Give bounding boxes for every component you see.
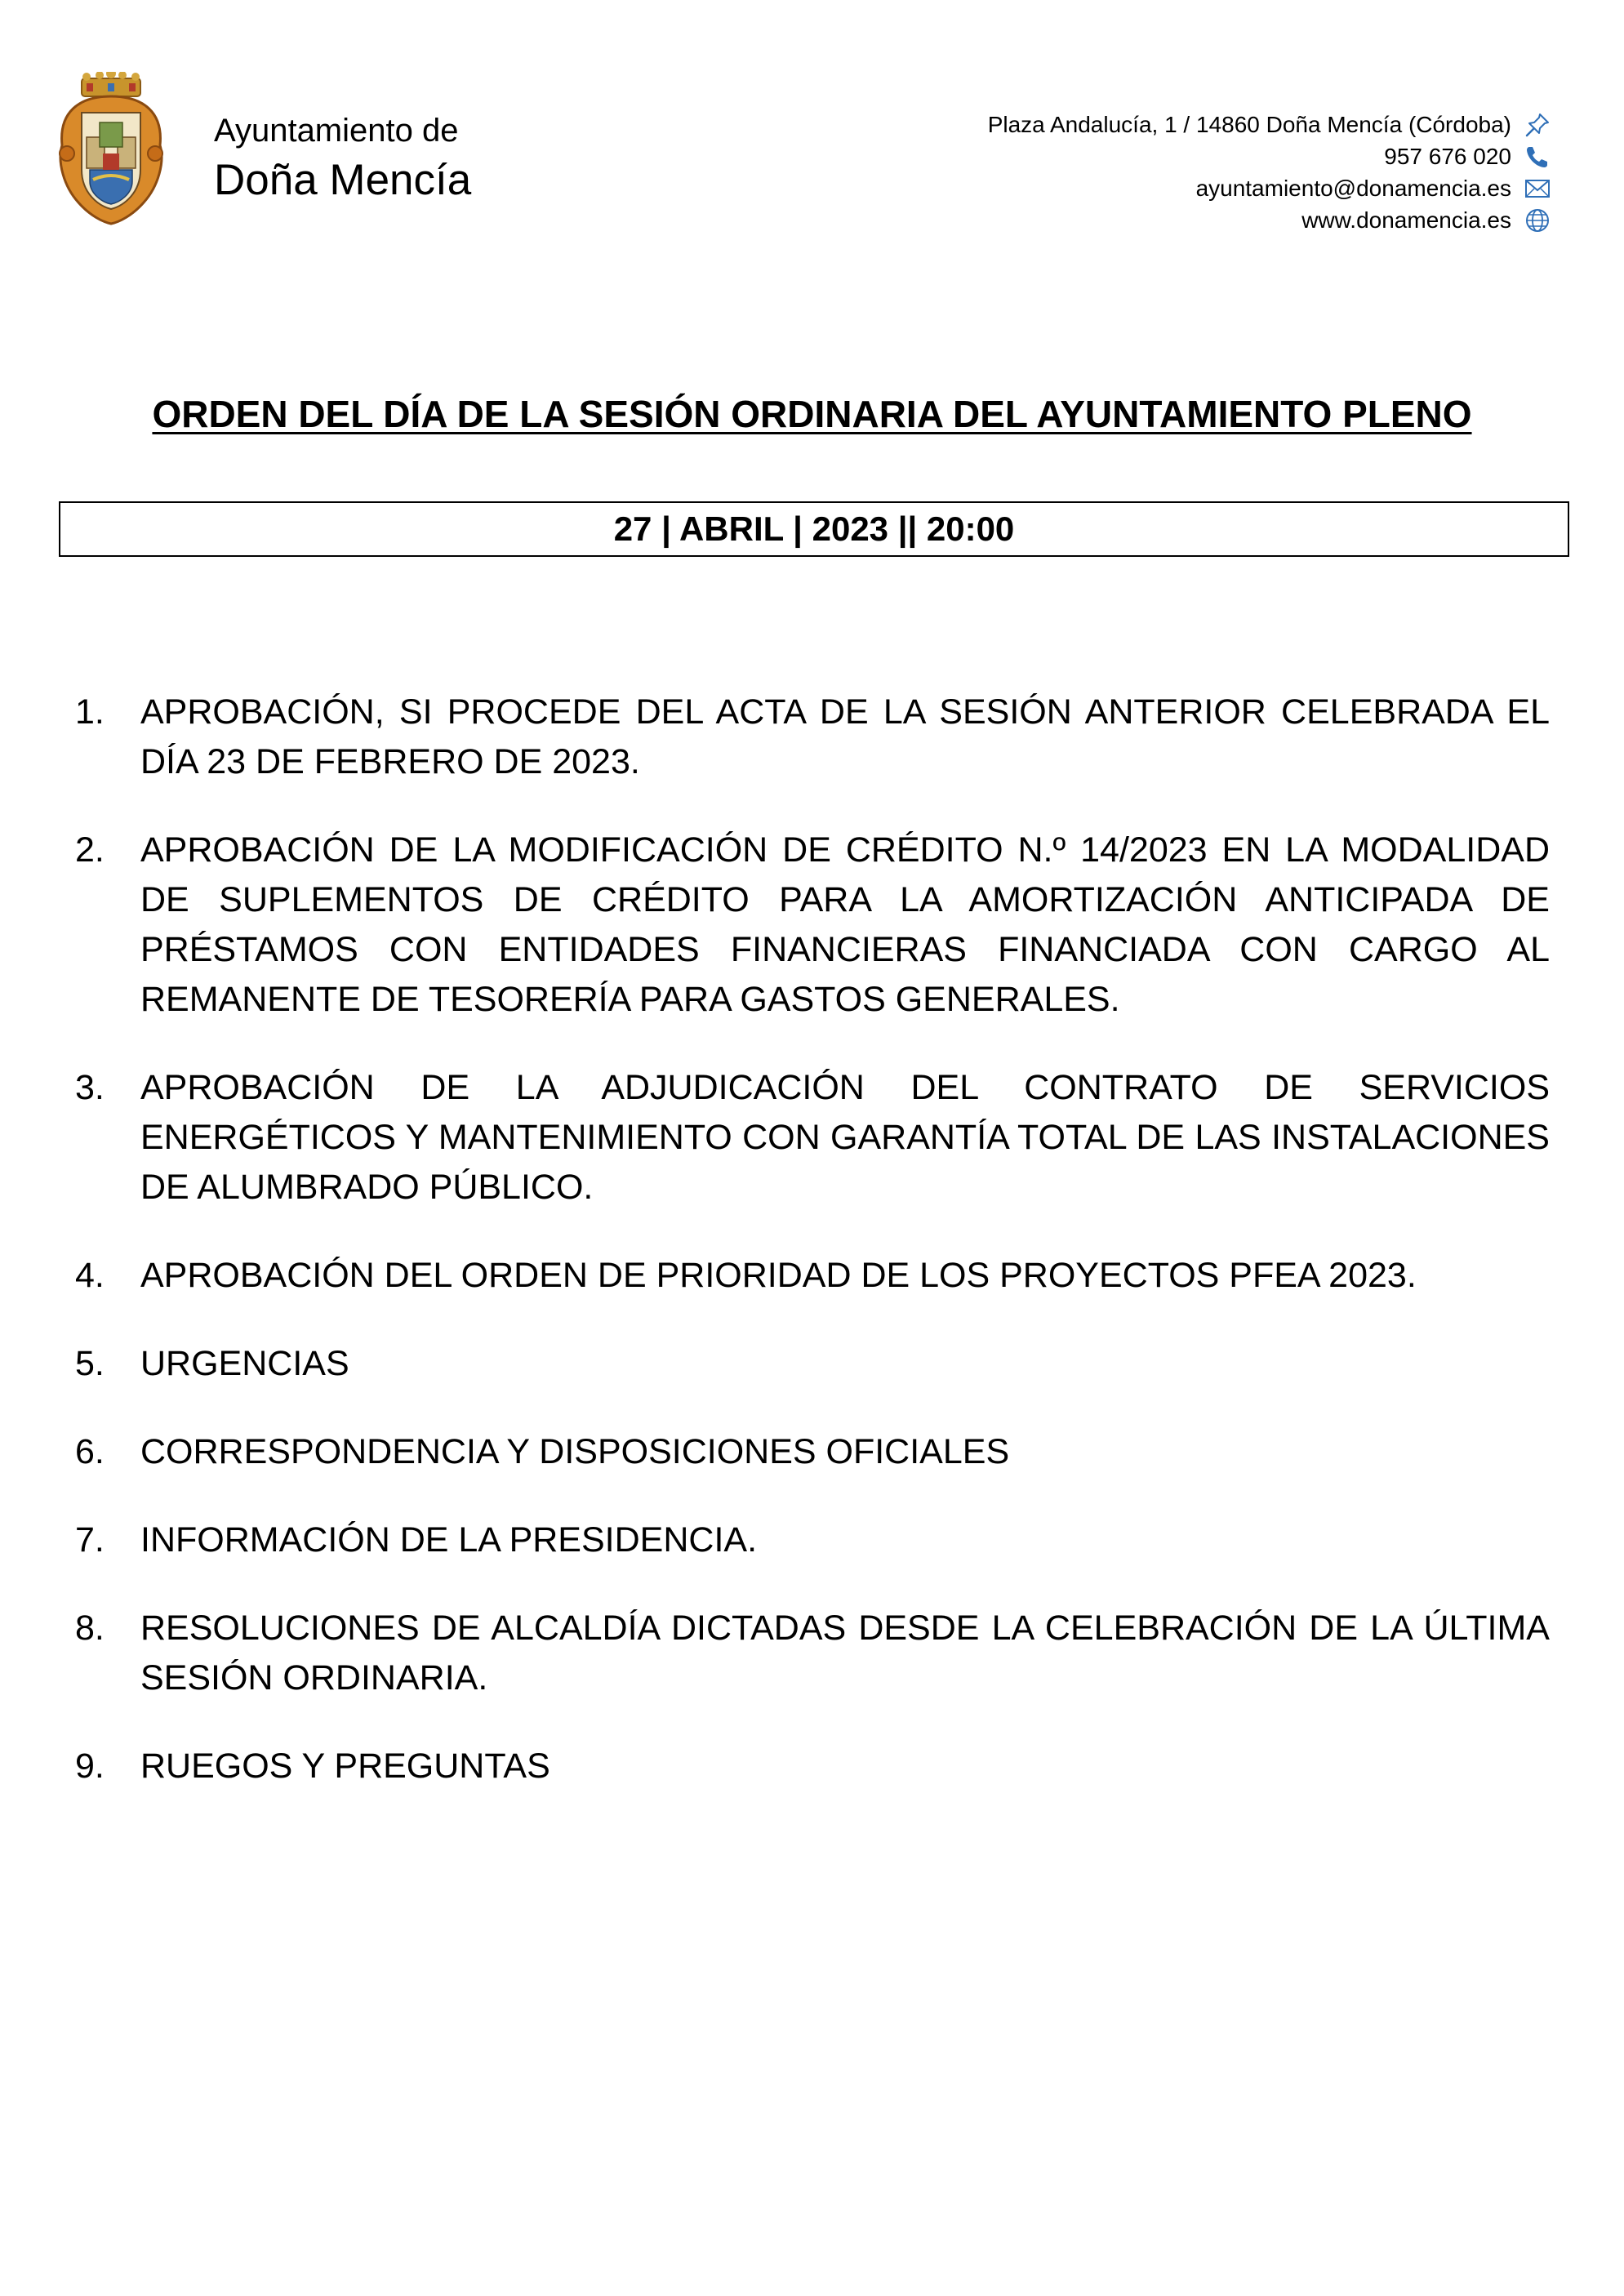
agenda-item-number: 4. (75, 1256, 105, 1295)
agenda-item-number: 2. (75, 830, 105, 870)
email-icon (1524, 176, 1551, 202)
organization-name-line2: Doña Mencía (214, 156, 472, 204)
agenda-item-text: APROBACIÓN DE LA MODIFICACIÓN DE CRÉDITO N.º 14/2023 EN LA MODALIDAD DE SUPLEMENTOS DE CRÉDITO PARA LA AMORTIZACIÓN ANTICIPADA DE PRÉSTAMOS CON ENTIDADES FINANCIERAS FINANCIADA CON CARGO AL REMANENTE DE TESORERÍA PARA GASTOS GENERALES. (140, 830, 1550, 1019)
agenda-item-number: 7. (75, 1520, 105, 1560)
phone-icon (1524, 144, 1551, 170)
agenda-item-4 (75, 1251, 1550, 1301)
contact-address (816, 109, 1551, 140)
agenda-item-text: RESOLUCIONES DE ALCALDÍA DICTADAS DESDE LA CELEBRACIÓN DE LA ÚLTIMA SESIÓN ORDINARIA. (140, 1609, 1550, 1698)
session-date-box (59, 501, 1569, 557)
email-text: ayuntamiento@donamencia.es (1195, 175, 1511, 201)
pushpin-icon (1524, 112, 1551, 138)
agenda-item-number: 3. (75, 1068, 105, 1107)
agenda-item-text: APROBACIÓN DE LA ADJUDICACIÓN DEL CONTRATO DE SERVICIOS ENERGÉTICOS Y MANTENIMIENTO CON GARANTÍA TOTAL DE LAS INSTALACIONES DE ALUMBRADO PÚBLICO. (140, 1068, 1550, 1207)
agenda-item-text: INFORMACIÓN DE LA PRESIDENCIA. (140, 1520, 758, 1560)
contact-phone (816, 140, 1551, 172)
agenda-item-text: APROBACIÓN, SI PROCEDE DEL ACTA DE LA SESIÓN ANTERIOR CELEBRADA EL DÍA 23 DE FEBRERO DE 2023. (140, 692, 1550, 781)
crown-icon (82, 72, 140, 96)
contact-info (816, 109, 1551, 236)
agenda-list (75, 687, 1550, 1830)
agenda-item-number: 8. (75, 1609, 105, 1648)
address-text: Plaza Andalucía, 1 / 14860 Doña Mencía (Córdoba) (987, 111, 1511, 137)
coat-of-arms-logo (54, 72, 168, 225)
organization-name (214, 114, 471, 202)
agenda-item-text: URGENCIAS (140, 1344, 349, 1383)
agenda-item-8 (75, 1604, 1550, 1703)
agenda-item-number: 1. (75, 692, 105, 732)
agenda-item-text: RUEGOS Y PREGUNTAS (140, 1746, 550, 1786)
agenda-item-2 (75, 825, 1550, 1025)
agenda-item-6 (75, 1427, 1550, 1477)
contact-email (816, 172, 1551, 204)
document-title: ORDEN DEL DÍA DE LA SESIÓN ORDINARIA DEL AYUNTAMIENTO PLENO (152, 393, 1472, 435)
website-text: www.donamencia.es (1301, 207, 1511, 233)
agenda-item-number: 5. (75, 1344, 105, 1383)
agenda-item-number: 9. (75, 1746, 105, 1786)
agenda-item-7 (75, 1515, 1550, 1565)
session-date: 27 | ABRIL | 2023 || 20:00 (613, 509, 1015, 548)
agenda-item-3 (75, 1063, 1550, 1213)
agenda-item-5 (75, 1339, 1550, 1389)
agenda-item-9 (75, 1742, 1550, 1791)
agenda-item-text: APROBACIÓN DEL ORDEN DE PRIORIDAD DE LOS PROYECTOS PFEA 2023. (140, 1256, 1417, 1295)
agenda-item-1 (75, 687, 1550, 787)
agenda-item-number: 6. (75, 1432, 105, 1471)
phone-text: 957 676 020 (1384, 143, 1511, 169)
organization-name-line1: Ayuntamiento de (214, 113, 459, 149)
globe-icon (1524, 207, 1551, 234)
agenda-item-text: CORRESPONDENCIA Y DISPOSICIONES OFICIALES (140, 1432, 1010, 1471)
contact-website (816, 204, 1551, 236)
